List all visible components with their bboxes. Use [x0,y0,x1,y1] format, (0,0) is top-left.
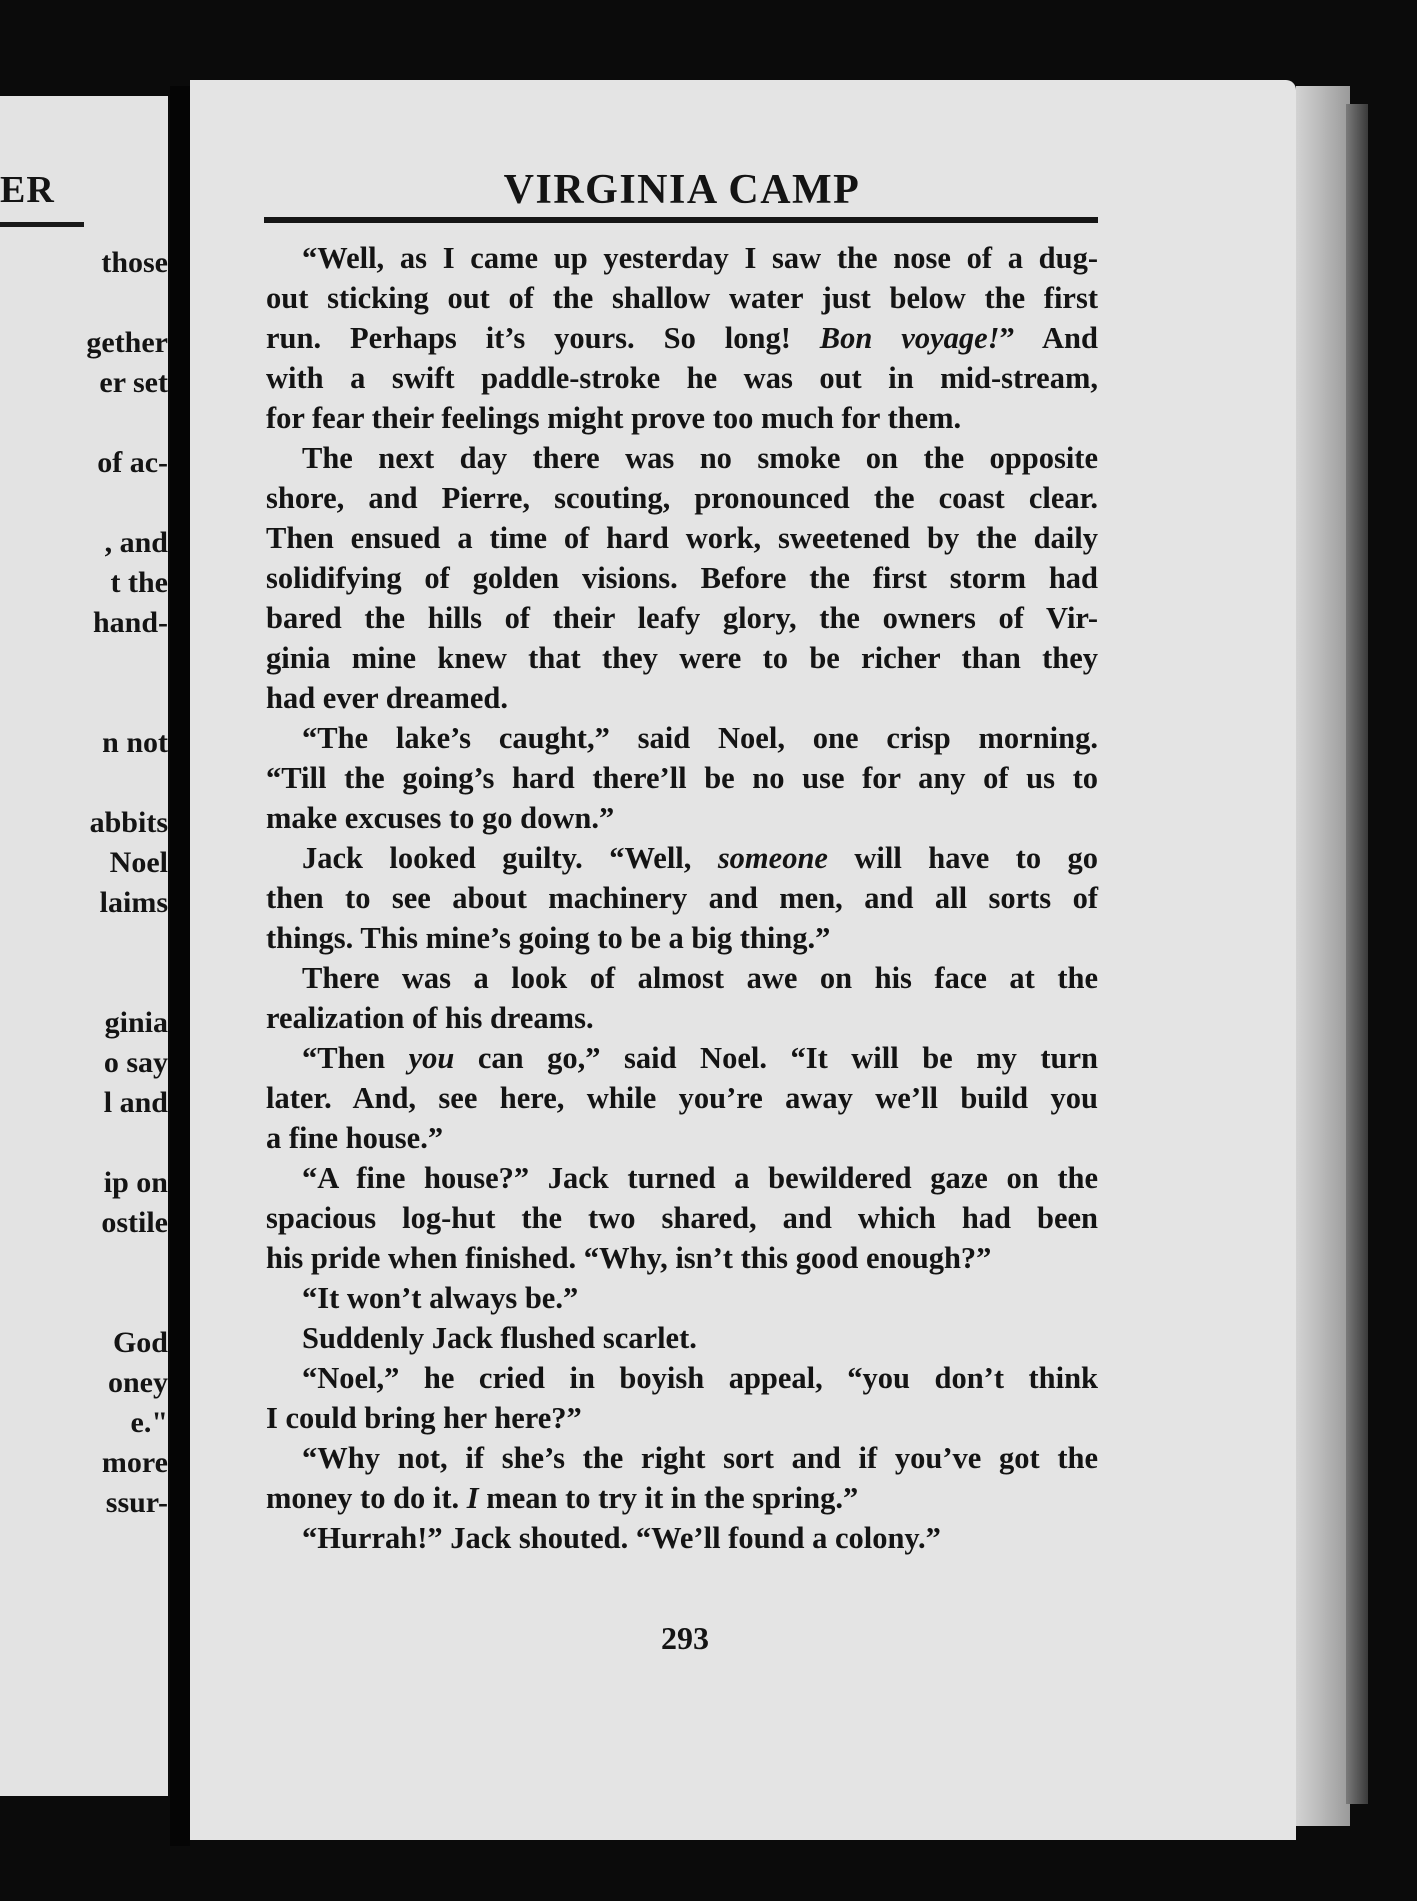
left-page-line: o say [103,1046,168,1079]
text-span: make excuses to go down.” [266,801,615,835]
text-span: out sticking out of the shallow water just below the first [266,281,1098,315]
running-head: VIRGINIA CAMP [503,167,861,213]
body-text [266,238,1098,1558]
text-span: later. And, see here, while you’re away we’ll build you [266,1081,1098,1115]
text-line [266,398,1098,438]
text-line [266,238,1098,278]
text-span: There was a look of almost awe on his face at the [302,961,1098,995]
text-line [266,558,1098,598]
text-line [266,1158,1098,1198]
text-span: then to see about machinery and men, and all sorts of [266,881,1098,915]
text-line [266,1358,1098,1398]
text-line [266,1318,1098,1358]
text-span: with a swift paddle-stroke he was out in mid-stream, [266,361,1098,395]
text-line [266,518,1098,558]
text-span: for fear their feelings might prove too much for them. [266,401,962,435]
text-span: “Then [302,1041,409,1075]
text-line [266,358,1098,398]
text-span: spacious log-hut the two shared, and which had been [266,1201,1098,1235]
italic-text: you [408,1041,455,1075]
left-page-line: n not [102,726,168,759]
text-line [266,1278,1098,1318]
left-page-line: ginia [104,1006,168,1039]
left-page-line: l and [103,1086,168,1119]
text-line [266,878,1098,918]
text-line [266,438,1098,478]
left-page-line: hand- [92,606,168,639]
page-number: 293 [661,1620,709,1656]
book-cover-edge [1346,104,1368,1804]
text-span: bared the hills of their leafy glory, the owners of Vir- [266,601,1098,635]
left-page-heading: ER [0,169,55,211]
left-page-rule [0,222,84,227]
text-span: “The lake’s caught,” said Noel, one crisp morning. [302,721,1098,755]
text-line [266,758,1098,798]
text-line [266,638,1098,678]
text-line [266,1478,1098,1518]
text-span: shore, and Pierre, scouting, pronounced the coast clear. [266,481,1098,515]
book-gutter [170,86,190,1846]
text-span: can go,” said Noel. “It will be my turn [454,1041,1099,1075]
text-span: Then ensued a time of hard work, sweetened by the daily [266,521,1098,555]
text-span: “Till the going’s hard there’ll be no use for any of us to [266,761,1098,795]
text-span: had ever dreamed. [266,681,509,715]
text-line [266,798,1098,838]
text-line [266,1038,1098,1078]
left-page-line: ostile [101,1206,168,1239]
text-span: will have to go [827,841,1098,875]
text-span: run. Perhaps it’s yours. So long! [266,321,820,355]
text-line [266,998,1098,1038]
text-span: “Noel,” he cried in boyish appeal, “you don’t think [302,1361,1098,1395]
left-page-line: those [101,246,168,279]
text-span: a fine house.” [266,1121,444,1155]
text-span: “Hurrah!” Jack shouted. “We’ll found a colony.” [302,1521,941,1555]
left-page-line: ssur- [105,1486,168,1519]
text-line [266,838,1098,878]
left-page-line: e." [130,1406,168,1439]
text-line [266,318,1098,358]
text-span: Suddenly Jack flushed scarlet. [302,1321,697,1355]
text-span: “It won’t always be.” [302,1281,579,1315]
left-page-line: , and [104,526,168,559]
text-span: Jack looked guilty. “Well, [302,841,718,875]
left-page-line: laims [99,886,168,919]
text-line [266,1238,1098,1278]
left-page-line: God [112,1326,168,1359]
italic-text: Bon voyage! [819,321,1000,355]
left-page-line: of ac- [97,446,168,479]
text-line [266,1198,1098,1238]
text-span: mean to try it in the spring.” [478,1481,859,1515]
text-line [266,678,1098,718]
text-line [266,1398,1098,1438]
text-span: I could bring her here?” [266,1401,582,1435]
text-span: ginia mine knew that they were to be richer than they [266,641,1098,675]
text-line [266,1438,1098,1478]
text-span: solidifying of golden visions. Before the first storm had [266,561,1098,595]
text-line [266,718,1098,758]
text-line [266,1078,1098,1118]
page-edges [1296,86,1350,1826]
text-line [266,278,1098,318]
left-page-fragment [0,96,168,1796]
left-page-line: more [101,1446,168,1479]
left-page-line: abbits [89,806,168,839]
text-span: things. This mine’s going to be a big thing.” [266,921,831,955]
text-line [266,1518,1098,1558]
text-span: realization of his dreams. [266,1001,594,1035]
text-span: “Well, as I came up yesterday I saw the nose of a dug- [302,241,1098,275]
italic-text: someone [717,841,828,875]
left-page-line: er set [99,366,168,399]
text-span: his pride when finished. “Why, isn’t this good enough?” [266,1241,992,1275]
head-rule [264,217,1098,223]
left-page-line: Noel [109,846,168,879]
text-span: money to do it. [266,1481,467,1515]
text-line [266,958,1098,998]
text-line [266,918,1098,958]
italic-text: I [466,1481,479,1515]
text-span: ” And [999,321,1098,355]
left-page-line: gether [86,326,168,359]
left-page-line: ip on [103,1166,168,1199]
text-line [266,598,1098,638]
text-span: The next day there was no smoke on the opposite [302,441,1098,475]
text-line [266,478,1098,518]
text-span: “Why not, if she’s the right sort and if you’ve got the [302,1441,1098,1475]
left-page-line: oney [108,1366,168,1399]
text-line [266,1118,1098,1158]
left-page-line: t the [110,566,168,599]
text-span: “A fine house?” Jack turned a bewildered gaze on the [302,1161,1098,1195]
